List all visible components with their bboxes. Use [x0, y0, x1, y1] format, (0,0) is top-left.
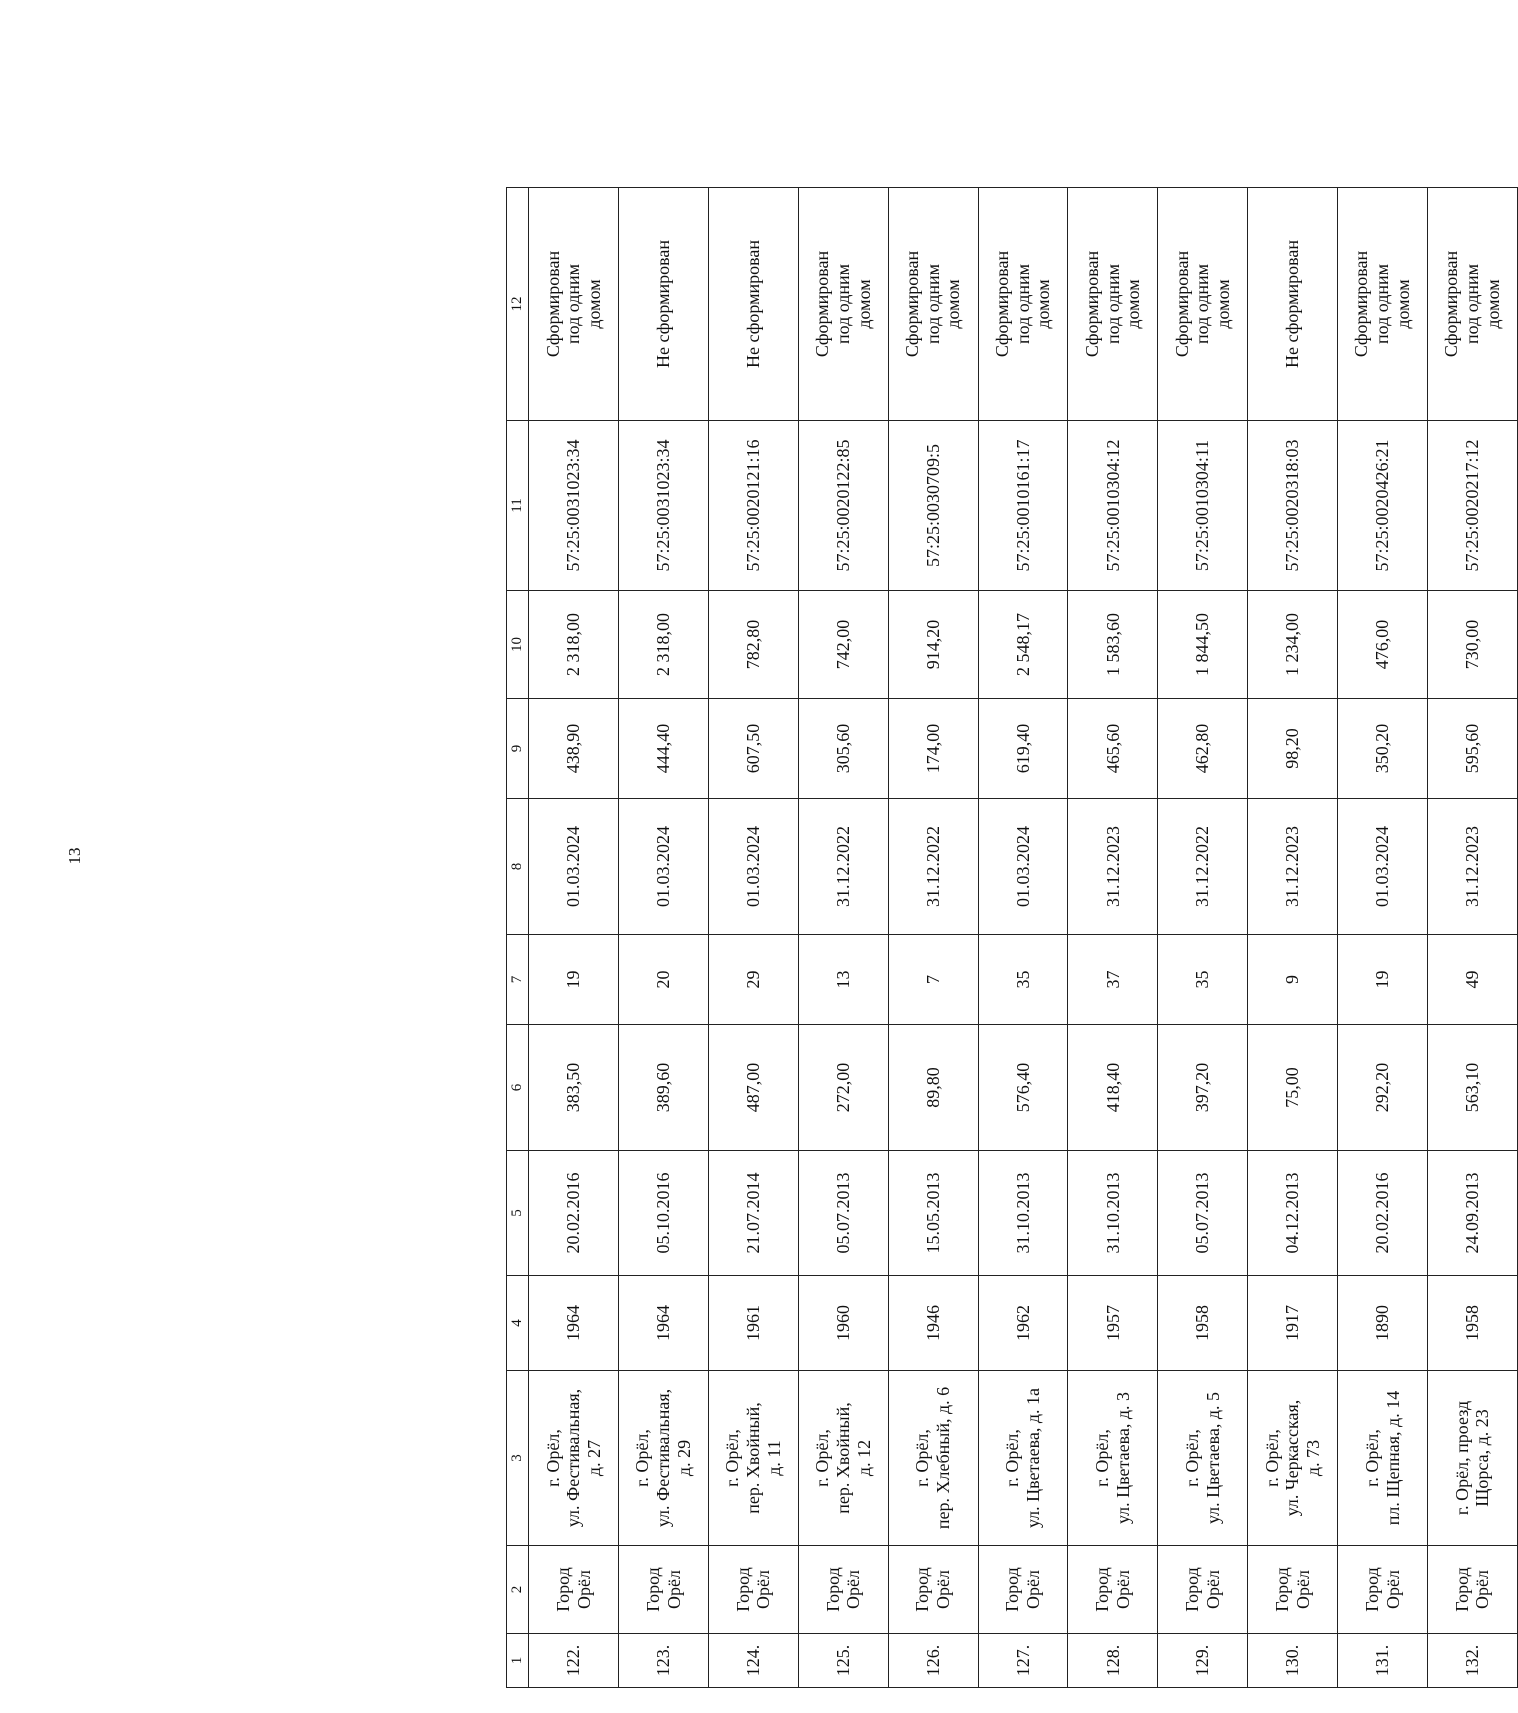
status-cell: Сформирован под одним домом	[1068, 188, 1158, 421]
status-cell: Сформирован под одним домом	[1158, 188, 1248, 421]
date-cell: 31.10.2013	[1068, 1151, 1158, 1276]
row-number: 126.	[888, 1634, 978, 1688]
table-row	[1338, 188, 1428, 1688]
table-row	[888, 188, 978, 1688]
date-cell: 05.07.2013	[798, 1151, 888, 1276]
land-area-cell: 2 318,00	[529, 591, 619, 699]
column-number: 9	[507, 699, 529, 799]
area-cell: 89,80	[888, 1025, 978, 1151]
count-cell: 19	[1338, 935, 1428, 1025]
date-cell: 24.09.2013	[1427, 1151, 1517, 1276]
column-number: 12	[507, 188, 529, 421]
count-cell: 49	[1427, 935, 1517, 1025]
area-cell: 305,60	[798, 699, 888, 799]
year-cell: 1958	[1427, 1276, 1517, 1371]
status-cell: Сформирован под одним домом	[888, 188, 978, 421]
address-cell: г. Орёл, пер. Хвойный, д. 11	[708, 1371, 798, 1546]
column-number: 1	[507, 1634, 529, 1688]
column-number: 2	[507, 1546, 529, 1634]
registry-table	[506, 187, 1518, 1688]
page-number: 13	[65, 847, 84, 865]
status-cell: Не сформирован	[619, 188, 709, 421]
date-cell: 20.02.2016	[529, 1151, 619, 1276]
area-cell: 438,90	[529, 699, 619, 799]
date-cell: 31.12.2023	[1248, 799, 1338, 935]
cadastral-number-cell: 57:25:0020122:85	[798, 421, 888, 591]
table-row	[708, 188, 798, 1688]
column-number: 8	[507, 799, 529, 935]
row-number: 132.	[1427, 1634, 1517, 1688]
date-cell: 31.12.2022	[798, 799, 888, 935]
area-cell: 607,50	[708, 699, 798, 799]
land-area-cell: 2 318,00	[619, 591, 709, 699]
year-cell: 1960	[798, 1276, 888, 1371]
address-cell: г. Орёл, пл. Щепная, д. 14	[1338, 1371, 1428, 1546]
area-cell: 292,20	[1338, 1025, 1428, 1151]
count-cell: 9	[1248, 935, 1338, 1025]
row-number: 130.	[1248, 1634, 1338, 1688]
table-row	[1248, 188, 1338, 1688]
area-cell: 418,40	[1068, 1025, 1158, 1151]
count-cell: 20	[619, 935, 709, 1025]
status-cell: Сформирован под одним домом	[1427, 188, 1517, 421]
city-cell: Город Орёл	[619, 1546, 709, 1634]
city-cell: Город Орёл	[1338, 1546, 1428, 1634]
row-number: 127.	[978, 1634, 1068, 1688]
area-cell: 595,60	[1427, 699, 1517, 799]
year-cell: 1961	[708, 1276, 798, 1371]
land-area-cell: 914,20	[888, 591, 978, 699]
count-cell: 19	[529, 935, 619, 1025]
land-area-cell: 1 844,50	[1158, 591, 1248, 699]
city-cell: Город Орёл	[1068, 1546, 1158, 1634]
column-number: 7	[507, 935, 529, 1025]
column-number: 11	[507, 421, 529, 591]
count-cell: 29	[708, 935, 798, 1025]
date-cell: 01.03.2024	[1338, 799, 1428, 935]
table-row	[798, 188, 888, 1688]
city-cell: Город Орёл	[1158, 1546, 1248, 1634]
count-cell: 35	[978, 935, 1068, 1025]
year-cell: 1946	[888, 1276, 978, 1371]
status-cell: Не сформирован	[708, 188, 798, 421]
count-cell: 35	[1158, 935, 1248, 1025]
year-cell: 1958	[1158, 1276, 1248, 1371]
count-cell: 7	[888, 935, 978, 1025]
status-cell: Сформирован под одним домом	[1338, 188, 1428, 421]
area-cell: 619,40	[978, 699, 1068, 799]
count-cell: 13	[798, 935, 888, 1025]
city-cell: Город Орёл	[888, 1546, 978, 1634]
address-cell: г. Орёл, ул. Цветаева, д. 3	[1068, 1371, 1158, 1546]
row-number: 129.	[1158, 1634, 1248, 1688]
date-cell: 05.10.2016	[619, 1151, 709, 1276]
date-cell: 15.05.2013	[888, 1151, 978, 1276]
row-number: 131.	[1338, 1634, 1428, 1688]
area-cell: 462,80	[1158, 699, 1248, 799]
table-row	[1427, 188, 1517, 1688]
date-cell: 01.03.2024	[708, 799, 798, 935]
cadastral-number-cell: 57:25:0030709:5	[888, 421, 978, 591]
year-cell: 1964	[529, 1276, 619, 1371]
date-cell: 21.07.2014	[708, 1151, 798, 1276]
land-area-cell: 476,00	[1338, 591, 1428, 699]
date-cell: 01.03.2024	[529, 799, 619, 935]
cadastral-number-cell: 57:25:0010304:12	[1068, 421, 1158, 591]
area-cell: 465,60	[1068, 699, 1158, 799]
area-cell: 576,40	[978, 1025, 1068, 1151]
row-number: 123.	[619, 1634, 709, 1688]
land-area-cell: 1 234,00	[1248, 591, 1338, 699]
cadastral-number-cell: 57:25:0031023:34	[619, 421, 709, 591]
year-cell: 1962	[978, 1276, 1068, 1371]
year-cell: 1890	[1338, 1276, 1428, 1371]
year-cell: 1917	[1248, 1276, 1338, 1371]
cadastral-number-cell: 57:25:0020426:21	[1338, 421, 1428, 591]
address-cell: г. Орёл, ул. Цветаева, д. 5	[1158, 1371, 1248, 1546]
column-number: 4	[507, 1276, 529, 1371]
status-cell: Сформирован под одним домом	[529, 188, 619, 421]
area-cell: 444,40	[619, 699, 709, 799]
cadastral-number-cell: 57:25:0010304:11	[1158, 421, 1248, 591]
date-cell: 05.07.2013	[1158, 1151, 1248, 1276]
city-cell: Город Орёл	[529, 1546, 619, 1634]
address-cell: г. Орёл, ул. Фестивальная, д. 29	[619, 1371, 709, 1546]
cadastral-number-cell: 57:25:0020121:16	[708, 421, 798, 591]
city-cell: Город Орёл	[798, 1546, 888, 1634]
column-number: 10	[507, 591, 529, 699]
status-cell: Сформирован под одним домом	[798, 188, 888, 421]
land-area-cell: 2 548,17	[978, 591, 1068, 699]
land-area-cell: 1 583,60	[1068, 591, 1158, 699]
row-number: 125.	[798, 1634, 888, 1688]
column-number: 3	[507, 1371, 529, 1546]
land-area-cell: 742,00	[798, 591, 888, 699]
count-cell: 37	[1068, 935, 1158, 1025]
address-cell: г. Орёл, ул. Цветаева, д. 1а	[978, 1371, 1068, 1546]
area-cell: 174,00	[888, 699, 978, 799]
address-cell: г. Орёл, ул. Фестивальная, д. 27	[529, 1371, 619, 1546]
column-number-row	[507, 188, 529, 1688]
table-row	[978, 188, 1068, 1688]
area-cell: 272,00	[798, 1025, 888, 1151]
cadastral-number-cell: 57:25:0020217:12	[1427, 421, 1517, 591]
address-cell: г. Орёл, проезд Щорса, д. 23	[1427, 1371, 1517, 1546]
status-cell: Сформирован под одним домом	[978, 188, 1068, 421]
area-cell: 397,20	[1158, 1025, 1248, 1151]
city-cell: Город Орёл	[978, 1546, 1068, 1634]
area-cell: 487,00	[708, 1025, 798, 1151]
date-cell: 01.03.2024	[978, 799, 1068, 935]
year-cell: 1964	[619, 1276, 709, 1371]
city-cell: Город Орёл	[1248, 1546, 1338, 1634]
land-area-cell: 730,00	[1427, 591, 1517, 699]
status-cell: Не сформирован	[1248, 188, 1338, 421]
date-cell: 31.12.2023	[1068, 799, 1158, 935]
date-cell: 31.12.2022	[888, 799, 978, 935]
date-cell: 31.12.2022	[1158, 799, 1248, 935]
address-cell: г. Орёл, пер. Хлебный, д. 6	[888, 1371, 978, 1546]
area-cell: 75,00	[1248, 1025, 1338, 1151]
registry-table-wrapper	[506, 188, 1518, 1688]
column-number: 6	[507, 1025, 529, 1151]
row-number: 122.	[529, 1634, 619, 1688]
table-row	[1068, 188, 1158, 1688]
cadastral-number-cell: 57:25:0031023:34	[529, 421, 619, 591]
row-number: 128.	[1068, 1634, 1158, 1688]
column-number: 5	[507, 1151, 529, 1276]
land-area-cell: 782,80	[708, 591, 798, 699]
address-cell: г. Орёл, ул. Черкасская, д. 73	[1248, 1371, 1338, 1546]
area-cell: 350,20	[1338, 699, 1428, 799]
area-cell: 389,60	[619, 1025, 709, 1151]
date-cell: 01.03.2024	[619, 799, 709, 935]
year-cell: 1957	[1068, 1276, 1158, 1371]
address-cell: г. Орёл, пер. Хвойный, д. 12	[798, 1371, 888, 1546]
city-cell: Город Орёл	[1427, 1546, 1517, 1634]
city-cell: Город Орёл	[708, 1546, 798, 1634]
date-cell: 20.02.2016	[1338, 1151, 1428, 1276]
area-cell: 383,50	[529, 1025, 619, 1151]
table-row	[1158, 188, 1248, 1688]
table-row	[619, 188, 709, 1688]
table-row	[529, 188, 619, 1688]
cadastral-number-cell: 57:25:0010161:17	[978, 421, 1068, 591]
cadastral-number-cell: 57:25:0020318:03	[1248, 421, 1338, 591]
date-cell: 31.10.2013	[978, 1151, 1068, 1276]
area-cell: 563,10	[1427, 1025, 1517, 1151]
date-cell: 31.12.2023	[1427, 799, 1517, 935]
date-cell: 04.12.2013	[1248, 1151, 1338, 1276]
row-number: 124.	[708, 1634, 798, 1688]
area-cell: 98,20	[1248, 699, 1338, 799]
